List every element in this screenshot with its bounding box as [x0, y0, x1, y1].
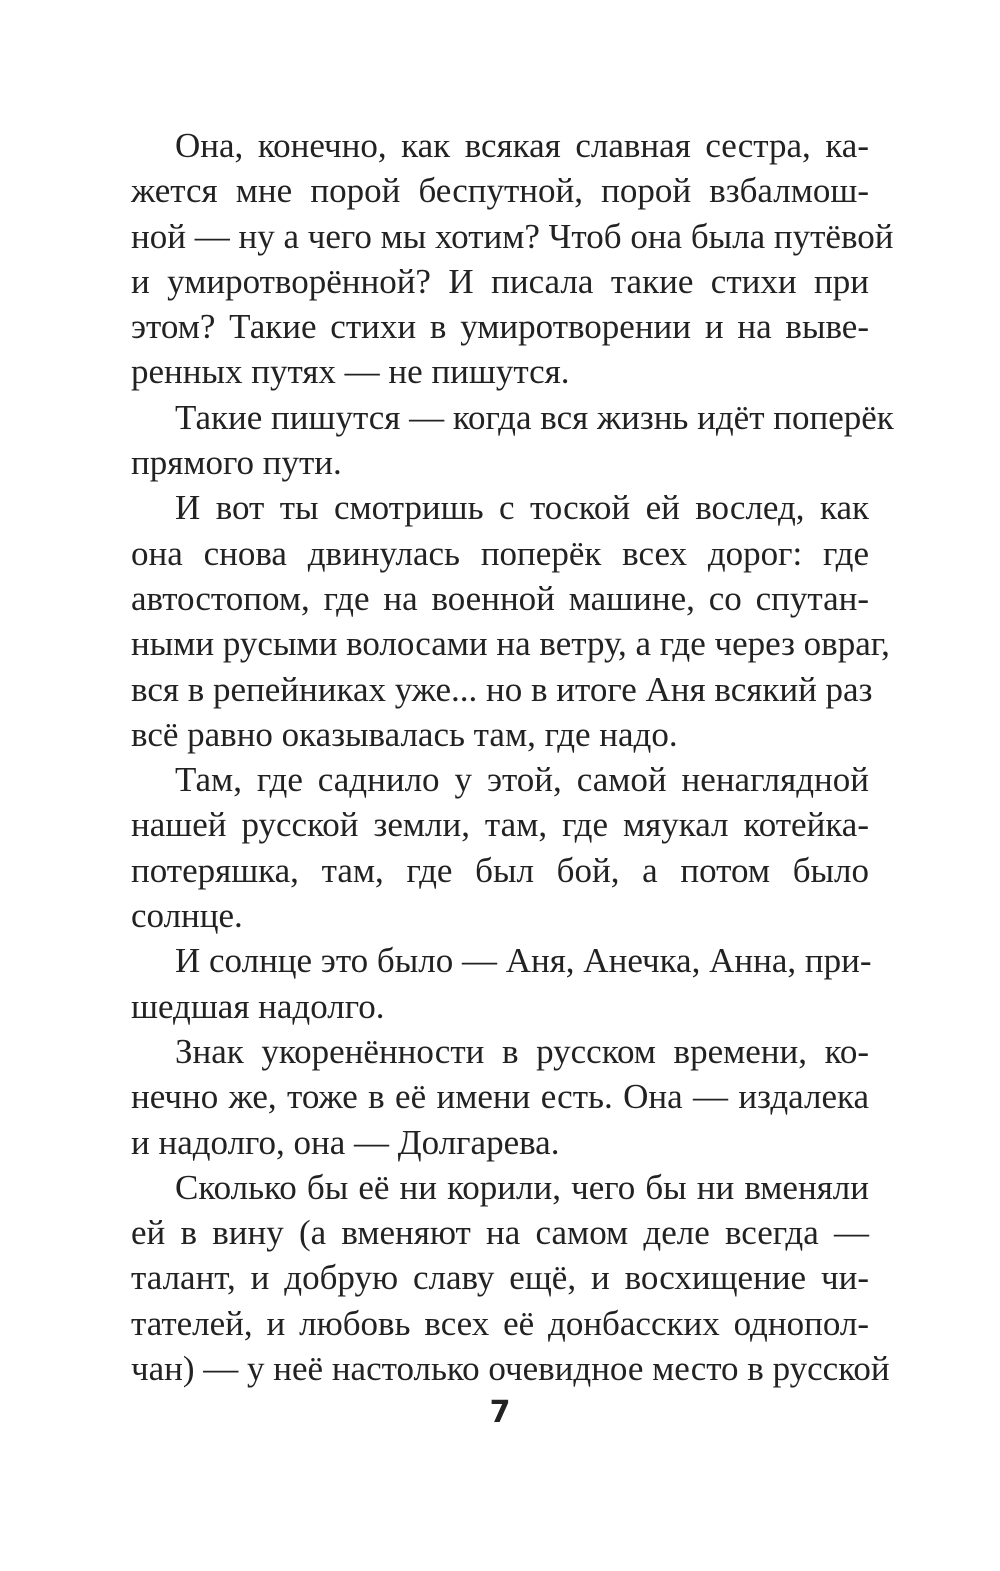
page-number: 7	[489, 1395, 511, 1430]
body-text	[131, 123, 894, 1391]
text-line: всё равно оказывалась там, где надо.	[131, 714, 678, 754]
text-line: потеряшка, там, где был бой, а потом было	[131, 850, 869, 890]
text-line: она снова двинулась поперёк всех дорог: где	[131, 533, 869, 573]
text-line: Там, где саднило у этой, самой ненаглядной	[175, 760, 869, 800]
text-line: прямого пути.	[131, 443, 342, 483]
text-line: чан) — у неё настолько очевидное место в русской	[131, 1349, 890, 1389]
text-line: и умиротворённой? И писала такие стихи при	[131, 261, 869, 301]
text-line: шедшая надолго.	[131, 986, 385, 1026]
text-line: ными русыми волосами на ветру, а где через овраг,	[131, 624, 890, 664]
text-line: тателей, и любовь всех её донбасских однопол-	[131, 1303, 869, 1343]
text-line: нечно же, тоже в её имени есть. Она — издалека	[131, 1077, 869, 1117]
paragraph	[131, 938, 872, 1029]
text-line: автостопом, где на военной машине, со спутан-	[131, 578, 869, 618]
paragraph	[131, 1165, 890, 1391]
text-line: и надолго, она — Долгарева.	[131, 1122, 560, 1162]
text-line: ей в вину (а вменяют на самом деле всегда —	[131, 1213, 869, 1253]
paragraph	[131, 123, 894, 395]
text-line: солнце.	[131, 896, 243, 936]
text-line: ренных путях — не пишутся.	[131, 352, 570, 392]
text-line: И солнце это было — Аня, Анечка, Анна, при-	[175, 941, 872, 981]
text-line: Знак укоренённости в русском времени, ко-	[175, 1031, 869, 1071]
text-line: Сколько бы её ни корили, чего бы ни вменяли	[175, 1167, 869, 1207]
text-line: жется мне порой беспутной, порой взбалмош-	[131, 171, 869, 211]
paragraph	[131, 395, 894, 486]
text-line: И вот ты смотришь с тоской ей вослед, как	[175, 488, 869, 528]
text-line: нашей русской земли, там, где мяукал котейка-	[131, 805, 869, 845]
paragraph	[131, 485, 890, 757]
paragraph	[131, 1029, 869, 1165]
text-line: ной — ну а чего мы хотим? Чтоб она была путёвой	[131, 216, 894, 256]
text-line: вся в репейниках уже... но в итоге Аня всякий раз	[131, 669, 873, 709]
text-line: этом? Такие стихи в умиротворении и на выве-	[131, 307, 869, 347]
text-line: Она, конечно, как всякая славная сестра, ка-	[175, 126, 869, 165]
text-line: Такие пишутся — когда вся жизнь идёт поперёк	[175, 397, 894, 437]
text-line: талант, и добрую славу ещё, и восхищение чи-	[131, 1258, 869, 1298]
paragraph	[131, 757, 869, 938]
